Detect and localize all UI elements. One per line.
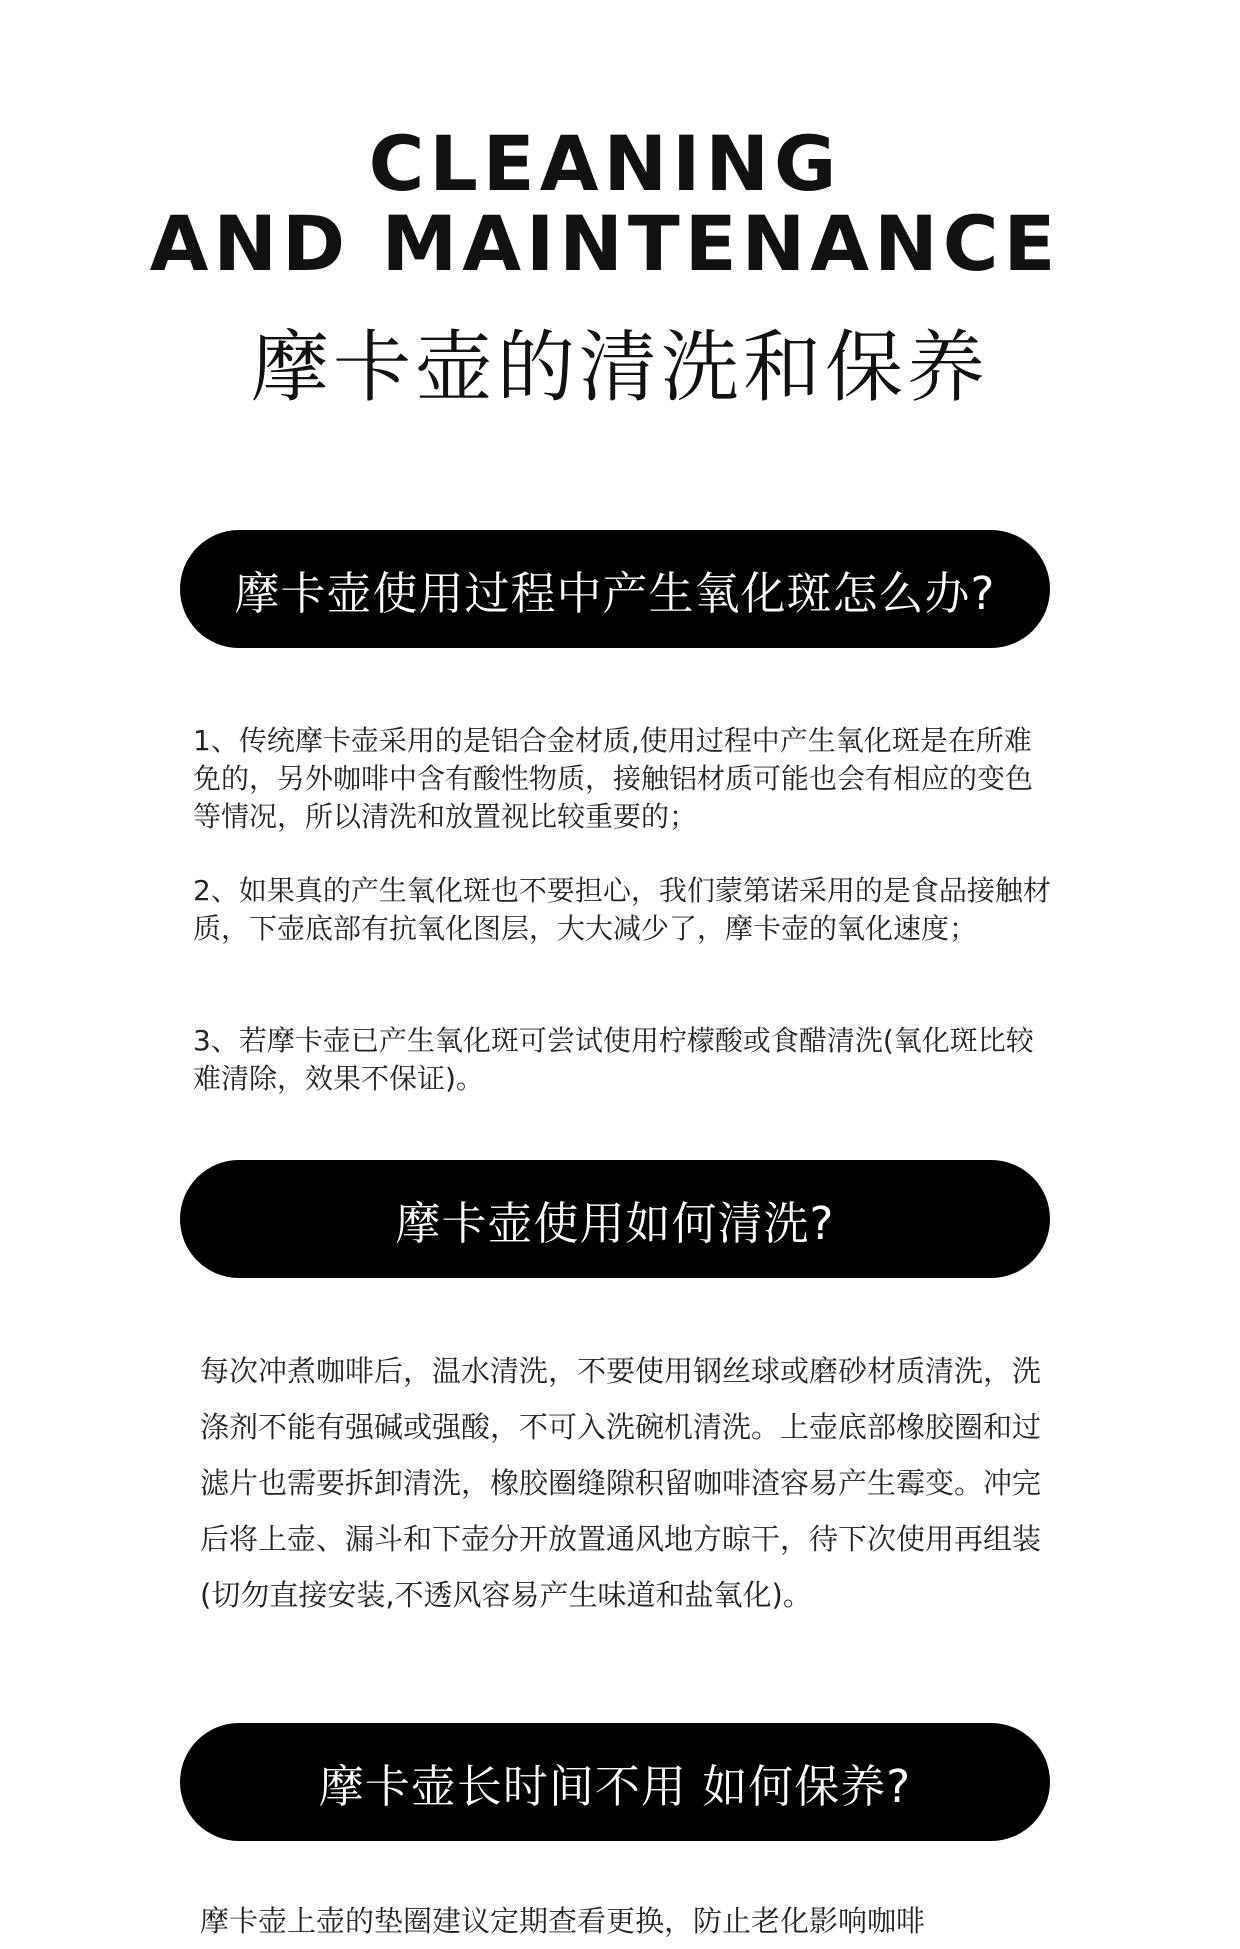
oxidation-paragraph-1: 1、传统摩卡壶采用的是铝合金材质,使用过程中产生氧化斑是在所难免的，另外咖啡中含有酸性物质，接触铝材质可能也会有相应的变色等情况，所以清洗和放置视比较重要的；	[193, 724, 1034, 833]
oxidation-paragraph-3: 3、若摩卡壶已产生氧化斑可尝试使用柠檬酸或食醋清洗(氧化斑比较难清除，效果不保证)。	[193, 1024, 1034, 1095]
section-maintenance-heading: 摩卡壶长时间不用 如何保养?	[318, 1759, 912, 1813]
section-oxidation-heading-banner	[180, 530, 1050, 648]
oxidation-paragraph-2: 2、如果真的产生氧化斑也不要担心，我们蒙第诺采用的是食品接触材质，下壶底部有抗氧化图层，大大减少了，摩卡壶的氧化速度；	[193, 874, 1051, 945]
section-oxidation-heading: 摩卡壶使用过程中产生氧化斑怎么办?	[234, 566, 996, 620]
section-cleaning-heading: 摩卡壶使用如何清洗?	[395, 1196, 835, 1250]
section-cleaning-heading-banner	[180, 1160, 1050, 1278]
section-maintenance-heading-banner	[180, 1723, 1050, 1841]
title-chinese: 摩卡壶的清洗和保养	[250, 323, 989, 413]
maintenance-paragraph: 摩卡壶上壶的垫圈建议定期查看更换，防止老化影响咖啡	[200, 1904, 926, 1938]
title-english-line1: CLEANING	[368, 119, 842, 208]
cleaning-paragraph: 每次冲煮咖啡后，温水清洗，不要使用钢丝球或磨砂材质清洗，洗涤剂不能有强碱或强酸，不可入洗碗机清洗。上壶底部橡胶圈和过滤片也需要拆卸清洗，橡胶圈缝隙积留咖啡渣容易产生霉变。冲完后将上壶、漏斗和下壶分开放置通风地方晾干，待下次使用再组装(切勿直接安装,不透风容易产生味道和盐氧化)。	[200, 1354, 1042, 1612]
title-english-line2: AND MAINTENANCE	[149, 199, 1061, 288]
